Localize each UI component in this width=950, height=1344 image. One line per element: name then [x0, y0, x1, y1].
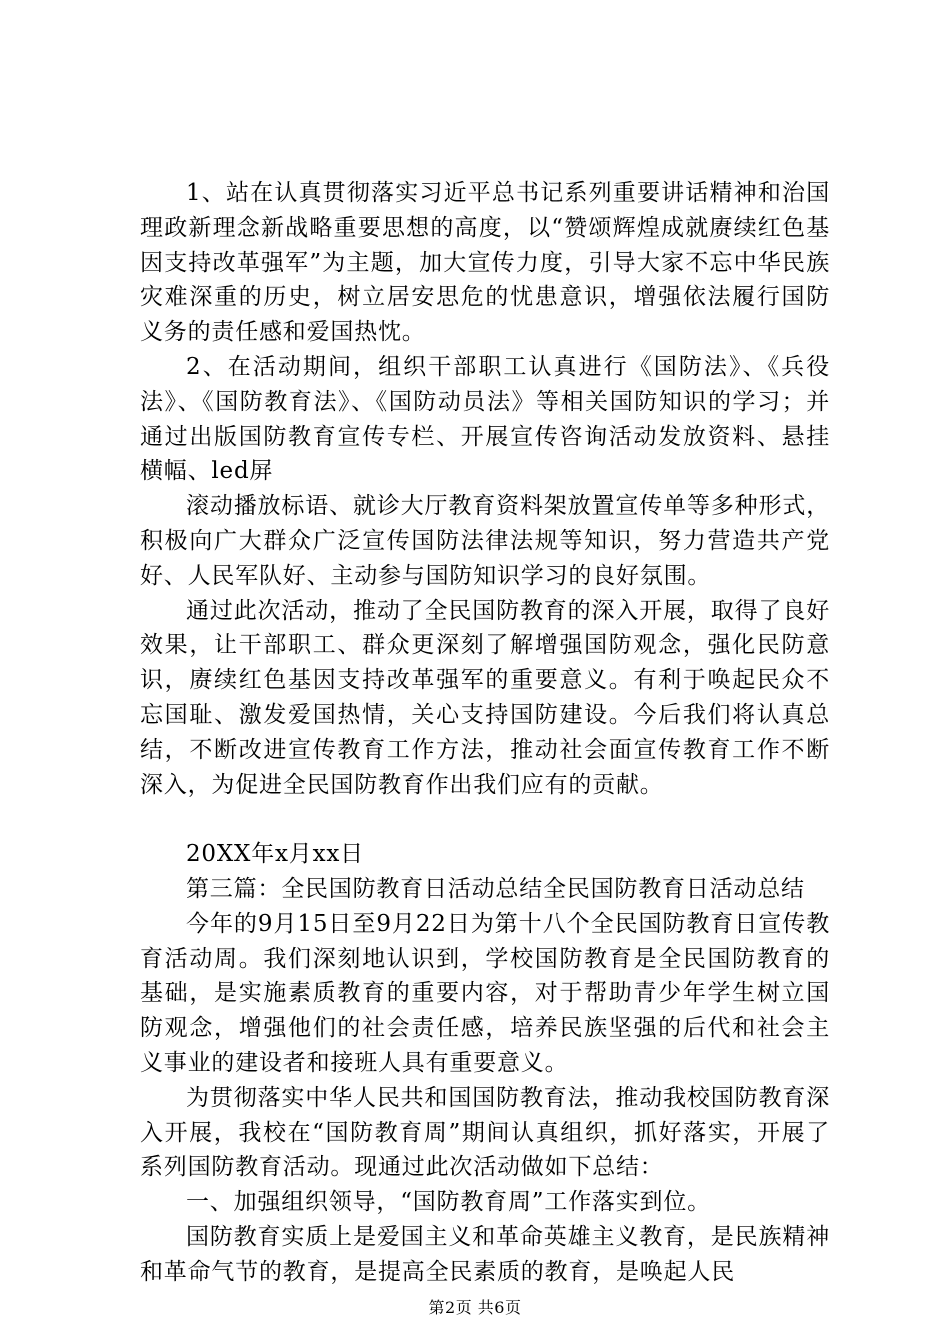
paragraph-1: 1、站在认真贯彻落实习近平总书记系列重要讲话精神和治国理政新理念新战略重要思想的高度，以“赞颂辉煌成就赓续红色基因支持改革强军”为主题，加大宣传力度，引导大家不忘中华民族灾难深重的历史，树立居安思危的忧患意识，增强依法履行国防义务的责任感和爱国热忱。 [140, 180, 830, 346]
paragraph-7: 一、加强组织领导，“国防教育周”工作落实到位。 [186, 1189, 711, 1216]
document-body [140, 176, 830, 1290]
paragraph-2: 2、在活动期间，组织干部职工认真进行《国防法》、《兵役法》、《国防教育法》、《国防动员法》等相关国防知识的学习；并通过出版国防教育宣传专栏、开展宣传咨询活动发放资料、悬挂横幅、led屏 [140, 353, 830, 485]
paragraph-3: 滚动播放标语、就诊大厅教育资料架放置宣传单等多种形式，积极向广大群众广泛宣传国防法律法规等知识，努力营造共产党好、人民军队好、主动参与国防知识学习的良好氛围。 [140, 493, 830, 589]
paragraph-5: 今年的9月15日至9月22日为第十八个全民国防教育日宣传教育活动周。我们深刻地认识到，学校国防教育是全民国防教育的基础，是实施素质教育的重要内容，对于帮助青少年学生树立国防观念，增强他们的社会责任感，培养民族坚强的后代和社会主义事业的建设者和接班人具有重要意义。 [140, 910, 830, 1076]
section-heading: 第三篇：全民国防教育日活动总结全民国防教育日活动总结 [186, 875, 805, 902]
page-footer [0, 1298, 950, 1318]
paragraph-6: 为贯彻落实中华人民共和国国防教育法，推动我校国防教育深入开展，我校在“国防教育周”期间认真组织，抓好落实，开展了系列国防教育活动。现通过此次活动做如下总结： [140, 1084, 830, 1181]
paragraph-4: 通过此次活动，推动了全民国防教育的深入开展，取得了良好效果，让干部职工、群众更深刻了解增强国防观念，强化民防意识，赓续红色基因支持改革强军的重要意义。有利于唤起民众不忘国耻、激发爱国热情，关心支持国防建设。今后我们将认真总结，不断改进宣传教育工作方法，推动社会面宣传教育工作不断深入，为促进全民国防教育作出我们应有的贡献。 [140, 597, 830, 798]
date-line: 20XX年x月xx日 [186, 841, 364, 868]
paragraph-8: 国防教育实质上是爱国主义和革命英雄主义教育，是民族精神和革命气节的教育，是提高全民素质的教育，是唤起人民 [140, 1223, 830, 1285]
page-number: 第2页 共6页 [428, 1298, 522, 1317]
blank-line [140, 802, 830, 837]
